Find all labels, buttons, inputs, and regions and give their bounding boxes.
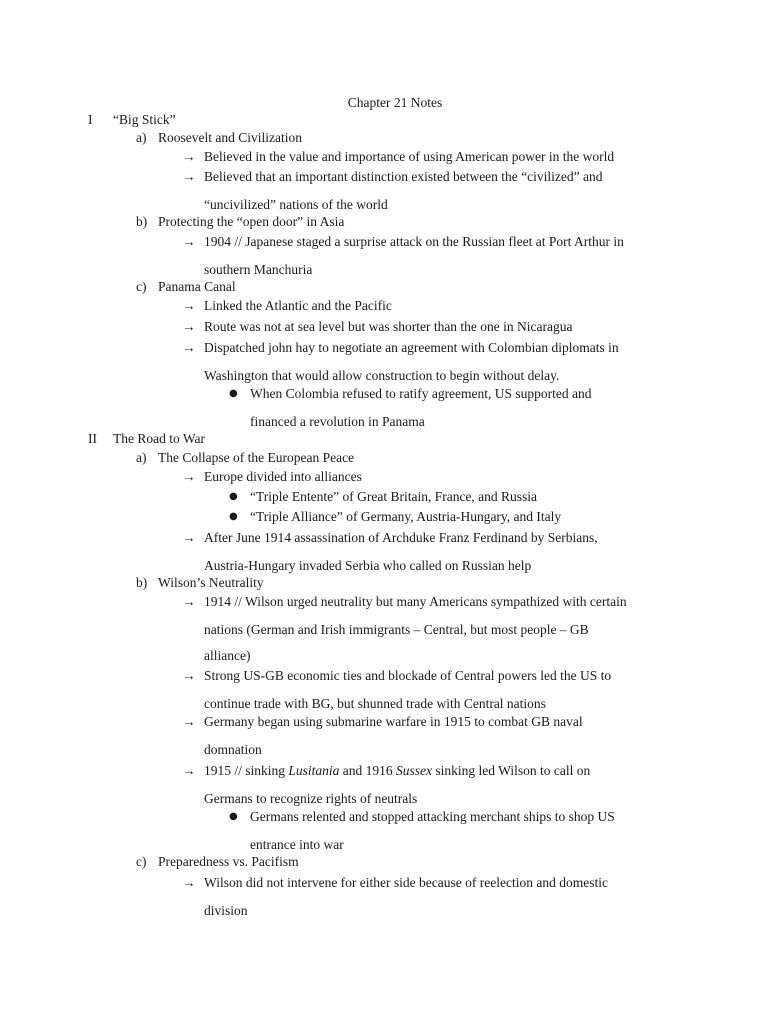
point-text: Strong US-GB economic ties and blockade of Central powers led the US to [204, 668, 612, 683]
section-numeral: I [88, 112, 93, 127]
section-numeral: II [88, 431, 97, 446]
subsection-letter: a) [136, 130, 147, 145]
subsection-letter: c) [136, 854, 147, 869]
point-text-continued: “uncivilized” nations of the world [204, 197, 388, 212]
arrow-icon: → [182, 594, 196, 609]
point-text [204, 762, 590, 780]
subsection-heading: The Collapse of the European Peace [158, 450, 355, 465]
subsection-letter: a) [136, 450, 147, 465]
subsection-heading: Preparedness vs. Pacifism [158, 854, 299, 869]
arrow-icon: → [182, 169, 196, 184]
page-title: Chapter 21 Notes [347, 95, 443, 110]
ship-name-sussex: Sussex [396, 763, 433, 778]
bullet-text: “Triple Entente” of Great Britain, France, and Russia [250, 489, 538, 504]
point-text-pre: 1915 // sinking [204, 763, 289, 778]
point-text-continued: continue trade with BG, but shunned trade with Central nations [204, 696, 546, 711]
point-text: 1904 // Japanese staged a surprise attack on the Russian fleet at Port Arthur in [204, 234, 624, 249]
point-text: After June 1914 assassination of Archduke Franz Ferdinand by Serbians, [204, 530, 598, 545]
arrow-icon: → [182, 714, 196, 729]
bullet-text-continued: entrance into war [250, 837, 344, 852]
point-text-continued: nations (German and Irish immigrants – Central, but most people – GB [204, 622, 589, 637]
section-heading: The Road to War [113, 431, 206, 446]
point-text: Believed in the value and importance of using American power in the world [204, 149, 615, 164]
point-text-continued: southern Manchuria [204, 262, 313, 277]
subsection-heading: Protecting the “open door” in Asia [158, 214, 345, 229]
point-text-continued: Washington that would allow construction to begin without delay. [204, 368, 560, 383]
arrow-icon: → [182, 530, 196, 545]
ship-name-lusitania: Lusitania [288, 763, 340, 778]
arrow-icon: → [182, 875, 196, 890]
point-text: Route was not at sea level but was shorter than the one in Nicaragua [204, 319, 573, 334]
point-text: Wilson did not intervene for either side because of reelection and domestic [204, 875, 608, 890]
bullet-text: Germans relented and stopped attacking merchant ships to shop US [250, 809, 615, 824]
section-heading: “Big Stick” [113, 112, 176, 127]
subsection-heading: Panama Canal [158, 279, 236, 294]
arrow-icon: → [182, 298, 196, 313]
subsection-heading: Wilson’s Neutrality [158, 575, 264, 590]
point-text-continued: alliance) [204, 648, 251, 663]
bullet-icon: ● [229, 511, 238, 522]
bullet-text: When Colombia refused to ratify agreement, US supported and [250, 386, 592, 401]
point-text: Germany began using submarine warfare in 1915 to combat GB naval [204, 714, 583, 729]
point-text-continued: division [204, 903, 248, 918]
arrow-icon: → [182, 234, 196, 249]
subsection-letter: b) [136, 575, 148, 590]
arrow-icon: → [182, 340, 196, 355]
bullet-text: “Triple Alliance” of Germany, Austria-Hungary, and Italy [250, 509, 562, 524]
point-text: Linked the Atlantic and the Pacific [204, 298, 392, 313]
arrow-icon: → [182, 763, 196, 778]
point-text: Believed that an important distinction existed between the “civilized” and [204, 169, 603, 184]
point-text-mid: and 1916 [339, 763, 397, 778]
point-text: Dispatched john hay to negotiate an agreement with Colombian diplomats in [204, 340, 619, 355]
bullet-icon: ● [229, 811, 238, 822]
bullet-icon: ● [229, 388, 238, 399]
point-text-post: sinking led Wilson to call on [432, 763, 591, 778]
subsection-letter: c) [136, 279, 147, 294]
point-text-continued: Austria-Hungary invaded Serbia who called on Russian help [204, 558, 532, 573]
subsection-letter: b) [136, 214, 148, 229]
point-text-continued: Germans to recognize rights of neutrals [204, 791, 418, 806]
arrow-icon: → [182, 149, 196, 164]
bullet-text-continued: financed a revolution in Panama [250, 414, 425, 429]
arrow-icon: → [182, 319, 196, 334]
bullet-icon: ● [229, 491, 238, 502]
point-text-continued: domnation [204, 742, 262, 757]
point-text: 1914 // Wilson urged neutrality but many Americans sympathized with certain [204, 594, 627, 609]
point-text: Europe divided into alliances [204, 469, 362, 484]
subsection-heading: Roosevelt and Civilization [158, 130, 302, 145]
arrow-icon: → [182, 668, 196, 683]
arrow-icon: → [182, 469, 196, 484]
